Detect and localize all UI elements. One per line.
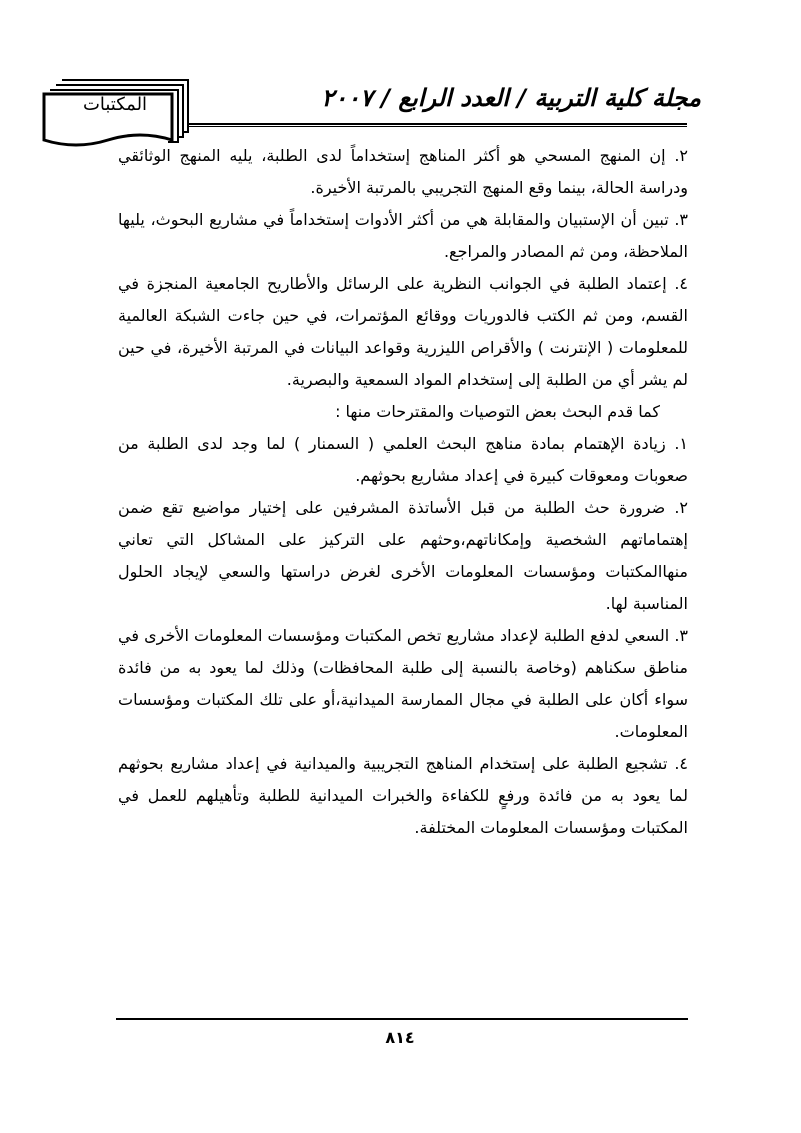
recommendation-item-4: ٤. تشجيع الطلبة على إستخدام المناهج التجريبية والميدانية في إعداد مشاريع بحوثهم لما يعود به من فائدة ورفعٍ للكفاءة والخبرات الميدانية للطلبة وتأهيلهم للعمل في المكتبات ومؤسسات المعلومات المختلفة. xyxy=(118,754,688,837)
result-item-4: ٤. إعتماد الطلبة في الجوانب النظرية على الرسائل والأطاريح الجامعية المنجزة في القسم، ومن ثم الكتب فالدوريات ووقائع المؤتمرات، في حين جاءت الشبكة العالمية للمعلومات ( الإنترنت ) والأقراص الليزرية وقواعد البيانات في المرتبة الأخيرة، في حين لم يشر أي من الطلبة إلى إستخدام المواد السمعية والبصرية. xyxy=(118,274,688,389)
footer-divider xyxy=(116,1018,688,1020)
result-item-2: ٢. إن المنهج المسحي هو أكثر المناهج إستخداماً لدى الطلبة، يليه المنهج الوثائقي ودراسة الحالة، بينما وقع المنهج التجريبي بالمرتبة الأخيرة. xyxy=(118,146,688,197)
result-item-3: ٣. تبين أن الإستبيان والمقابلة هي من أكثر الأدوات إستخداماً في مشاريع البحوث، يليها الملاحظة، ومن ثم المصادر والمراجع. xyxy=(118,210,688,261)
page-number: ٨١٤ xyxy=(385,1028,415,1047)
recommendation-item-1: ١. زيادة الإهتمام بمادة مناهج البحث العلمي ( السمنار ) لما وجد لدى الطلبة من صعوبات ومعوقات كبيرة في إعداد مشاريع بحوثهم. xyxy=(118,434,688,485)
header-divider-thin xyxy=(182,126,687,127)
section-label: المكتبات xyxy=(82,94,148,115)
recommendations-intro: كما قدم البحث بعض التوصيات والمقترحات منها : xyxy=(335,402,660,421)
header-divider xyxy=(182,123,687,125)
journal-header-title: مجلة كلية التربية / العدد الرابع / ٢٠٠٧ xyxy=(321,84,701,112)
article-body xyxy=(118,140,688,844)
recommendation-item-2: ٢. ضرورة حث الطلبة من قبل الأساتذة المشرفين على إختيار مواضيع تقع ضمن إهتماماتهم الشخصية وإمكاناتهم،وحثهم على التركيز على المشاكل التي تعاني منهاالمكتبات ومؤسسات المعلومات الأخرى لغرض دراستها والسعي لإيجاد الحلول المناسبة لها. xyxy=(118,498,688,613)
recommendation-item-3: ٣. السعي لدفع الطلبة لإعداد مشاريع تخص المكتبات ومؤسسات المعلومات الأخرى في مناطق سكناهم (وخاصة بالنسبة إلى طلبة المحافظات) وذلك لما يعود به من فائدة سواء أكان على الطلبة في مجال الممارسة الميدانية،أو على تلك المكتبات ومؤسسات المعلومات. xyxy=(118,626,688,741)
